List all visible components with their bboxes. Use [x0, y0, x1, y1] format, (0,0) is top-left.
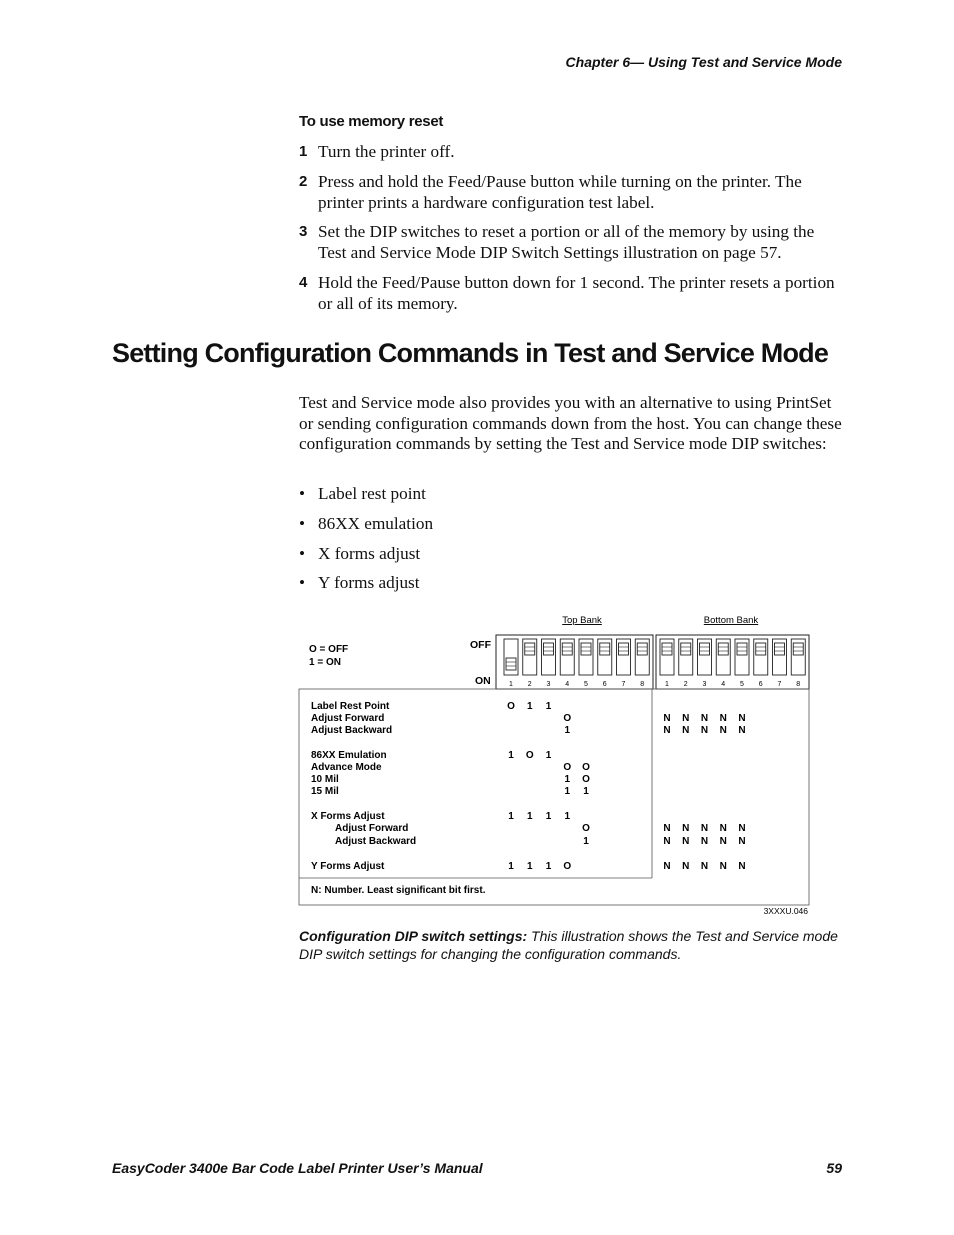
step-text: Set the DIP switches to reset a portion or all of the memory by using the Test and Service Mode DIP Switch Settings illustration on page 57.: [318, 222, 815, 262]
bottom-bank-value: N: [700, 725, 709, 736]
bottom-bank-value: N: [719, 861, 727, 872]
setting-label: Adjust Forward: [335, 823, 409, 834]
bottom-bank-value: N: [738, 713, 746, 724]
bullet-glyph: •: [299, 544, 306, 563]
top-bank-value: O: [525, 750, 534, 761]
switch-number: 8: [796, 681, 801, 688]
top-bank-value: 1: [564, 725, 571, 736]
step-text: Turn the printer off.: [318, 142, 455, 161]
top-bank-value: 1: [545, 811, 552, 822]
bottom-bank-value: N: [719, 725, 727, 736]
top-bank-value: O: [563, 713, 572, 724]
dip-switch-lever: [718, 643, 728, 655]
bottom-bank-value: N: [682, 725, 690, 736]
step-text: Hold the Feed/Pause button down for 1 second. The printer resets a portion or all of its memory.: [318, 273, 835, 313]
legend-on: 1 = ON: [309, 657, 341, 668]
bottom-bank-value: N: [663, 725, 671, 736]
bullet-glyph: •: [299, 573, 306, 592]
dip-switch-lever: [793, 643, 803, 655]
bottom-bank-value: N: [682, 713, 690, 724]
step-number: 1: [299, 143, 308, 160]
dip-switch-figure: [295, 608, 815, 920]
top-bank-value: 1: [564, 786, 571, 797]
intro-paragraph: Test and Service mode also provides you with an alternative to using PrintSet or sending configuration commands down from the host. You can change these configuration commands by setting the Test and Service mode DIP switches:: [299, 393, 842, 453]
bullet-text: X forms adjust: [318, 544, 421, 563]
procedure-title: To use memory reset: [299, 113, 444, 130]
top-bank-label: Top Bank: [562, 615, 602, 626]
top-bank-value: 1: [545, 861, 552, 872]
switch-number: 2: [683, 681, 688, 688]
dip-switch-lever: [619, 643, 629, 655]
dip-switch-lever: [525, 643, 535, 655]
top-bank-value: 1: [526, 811, 533, 822]
bottom-bank-value: N: [700, 823, 709, 834]
dip-switch-lever: [681, 643, 691, 655]
setting-label: Adjust Backward: [335, 836, 417, 847]
figure-id: 3XXXU.046: [763, 906, 808, 916]
bottom-bank-value: N: [719, 823, 727, 834]
page-number: 59: [826, 1160, 842, 1176]
top-bank-value: 1: [545, 701, 552, 712]
bottom-bank-value: N: [700, 836, 709, 847]
bottom-bank-value: N: [738, 823, 746, 834]
top-bank-value: O: [582, 774, 590, 785]
top-bank-value: 1: [583, 836, 589, 847]
bottom-bank-value: N: [663, 823, 671, 834]
off-label: OFF: [470, 639, 491, 651]
dip-switch-lever: [562, 643, 572, 655]
top-bank-value: 1: [526, 701, 533, 712]
switch-number: 6: [602, 681, 607, 688]
table-note: N: Number. Least significant bit first.: [311, 885, 486, 896]
setting-label: Label Rest Point: [311, 701, 390, 712]
bottom-bank-value: N: [663, 836, 671, 847]
caption-text: This illustration shows the Test and Service mode DIP switch settings for changing the configuration commands.: [299, 928, 838, 962]
section-title: Setting Configuration Commands in Test and Service Mode: [112, 338, 829, 368]
switch-number: 4: [565, 681, 570, 688]
switch-number: 1: [665, 681, 669, 688]
step-text: Press and hold the Feed/Pause button while turning on the printer. The printer prints a hardware configuration test label.: [318, 172, 802, 212]
dip-switch-lever: [600, 643, 610, 655]
figure-caption: [299, 927, 847, 963]
top-bank-value: O: [507, 701, 515, 712]
top-bank-value: 1: [583, 786, 589, 797]
switch-number: 7: [777, 681, 782, 688]
step-2: [299, 172, 844, 213]
setting-label: Adjust Backward: [311, 725, 393, 736]
bottom-bank-value: N: [682, 861, 690, 872]
bottom-bank-value: N: [663, 713, 671, 724]
bottom-bank-value: N: [682, 823, 690, 834]
setting-label: Y Forms Adjust: [311, 861, 385, 872]
settings-table: [311, 701, 746, 872]
switch-number: 1: [509, 681, 513, 688]
dip-switch-lever: [700, 643, 710, 655]
chapter-header: Chapter 6— Using Test and Service Mode: [565, 54, 842, 70]
setting-label: X Forms Adjust: [311, 811, 385, 822]
top-bank-value: O: [582, 823, 590, 834]
setting-label: 15 Mil: [311, 786, 339, 797]
setting-label: Adjust Forward: [311, 713, 385, 724]
dip-switch-lever: [544, 643, 554, 655]
bottom-bank-value: N: [738, 861, 746, 872]
dip-switch-lever: [775, 643, 785, 655]
bullet-item: [299, 573, 420, 594]
step-number: 2: [299, 173, 308, 190]
caption-title: Configuration DIP switch settings:: [299, 928, 528, 944]
bullet-glyph: •: [299, 514, 306, 533]
bullet-text: Y forms adjust: [318, 573, 420, 592]
switch-number: 8: [640, 681, 645, 688]
switch-number: 4: [721, 681, 726, 688]
top-bank-value: 1: [564, 774, 571, 785]
footer-manual-title: EasyCoder 3400e Bar Code Label Printer User’s Manual: [112, 1160, 483, 1176]
top-bank-value: 1: [508, 861, 514, 872]
dip-switch-lever: [737, 643, 747, 655]
bottom-bank-value: N: [663, 861, 671, 872]
step-4: [299, 273, 844, 314]
bullet-item: [299, 544, 420, 565]
dip-switch-lever: [662, 643, 672, 655]
bottom-bank-value: N: [719, 836, 727, 847]
top-bank-value: 1: [508, 750, 514, 761]
top-bank-value: 1: [508, 811, 514, 822]
bottom-bank-label: Bottom Bank: [703, 615, 759, 626]
step-number: 3: [299, 223, 308, 240]
switch-number: 3: [546, 681, 551, 688]
bottom-bank-value: N: [738, 836, 746, 847]
switch-number: 2: [527, 681, 532, 688]
switch-number: 7: [621, 681, 626, 688]
bullet-item: [299, 484, 426, 505]
bullet-text: 86XX emulation: [318, 514, 434, 533]
switch-number: 3: [702, 681, 707, 688]
bullet-text: Label rest point: [318, 484, 426, 503]
switch-number: 6: [758, 681, 763, 688]
bullet-item: [299, 514, 433, 535]
bottom-bank-value: N: [682, 836, 690, 847]
step-1: [299, 142, 844, 163]
setting-label: Advance Mode: [311, 762, 382, 773]
switch-number: 5: [740, 681, 744, 688]
bottom-bank-value: N: [700, 713, 709, 724]
setting-label: 86XX Emulation: [311, 750, 387, 761]
legend-off: O = OFF: [309, 644, 349, 655]
dip-switch-lever: [637, 643, 647, 655]
bottom-bank-value: N: [700, 861, 709, 872]
bottom-bank-value: N: [719, 713, 727, 724]
top-bank-value: O: [563, 762, 572, 773]
top-bank-value: 1: [564, 811, 571, 822]
step-number: 4: [299, 274, 308, 291]
top-bank-value: O: [563, 861, 572, 872]
on-label: ON: [475, 675, 491, 687]
top-bank-value: 1: [526, 861, 533, 872]
setting-label: 10 Mil: [311, 774, 339, 785]
bottom-bank-value: N: [738, 725, 746, 736]
dip-switches: [504, 639, 805, 688]
top-bank-value: 1: [545, 750, 552, 761]
dip-switch-lever: [506, 658, 516, 670]
dip-switch-lever: [581, 643, 591, 655]
switch-number: 5: [584, 681, 588, 688]
dip-switch-lever: [756, 643, 766, 655]
top-bank-value: O: [582, 762, 590, 773]
step-3: [299, 222, 844, 263]
bullet-glyph: •: [299, 484, 306, 503]
